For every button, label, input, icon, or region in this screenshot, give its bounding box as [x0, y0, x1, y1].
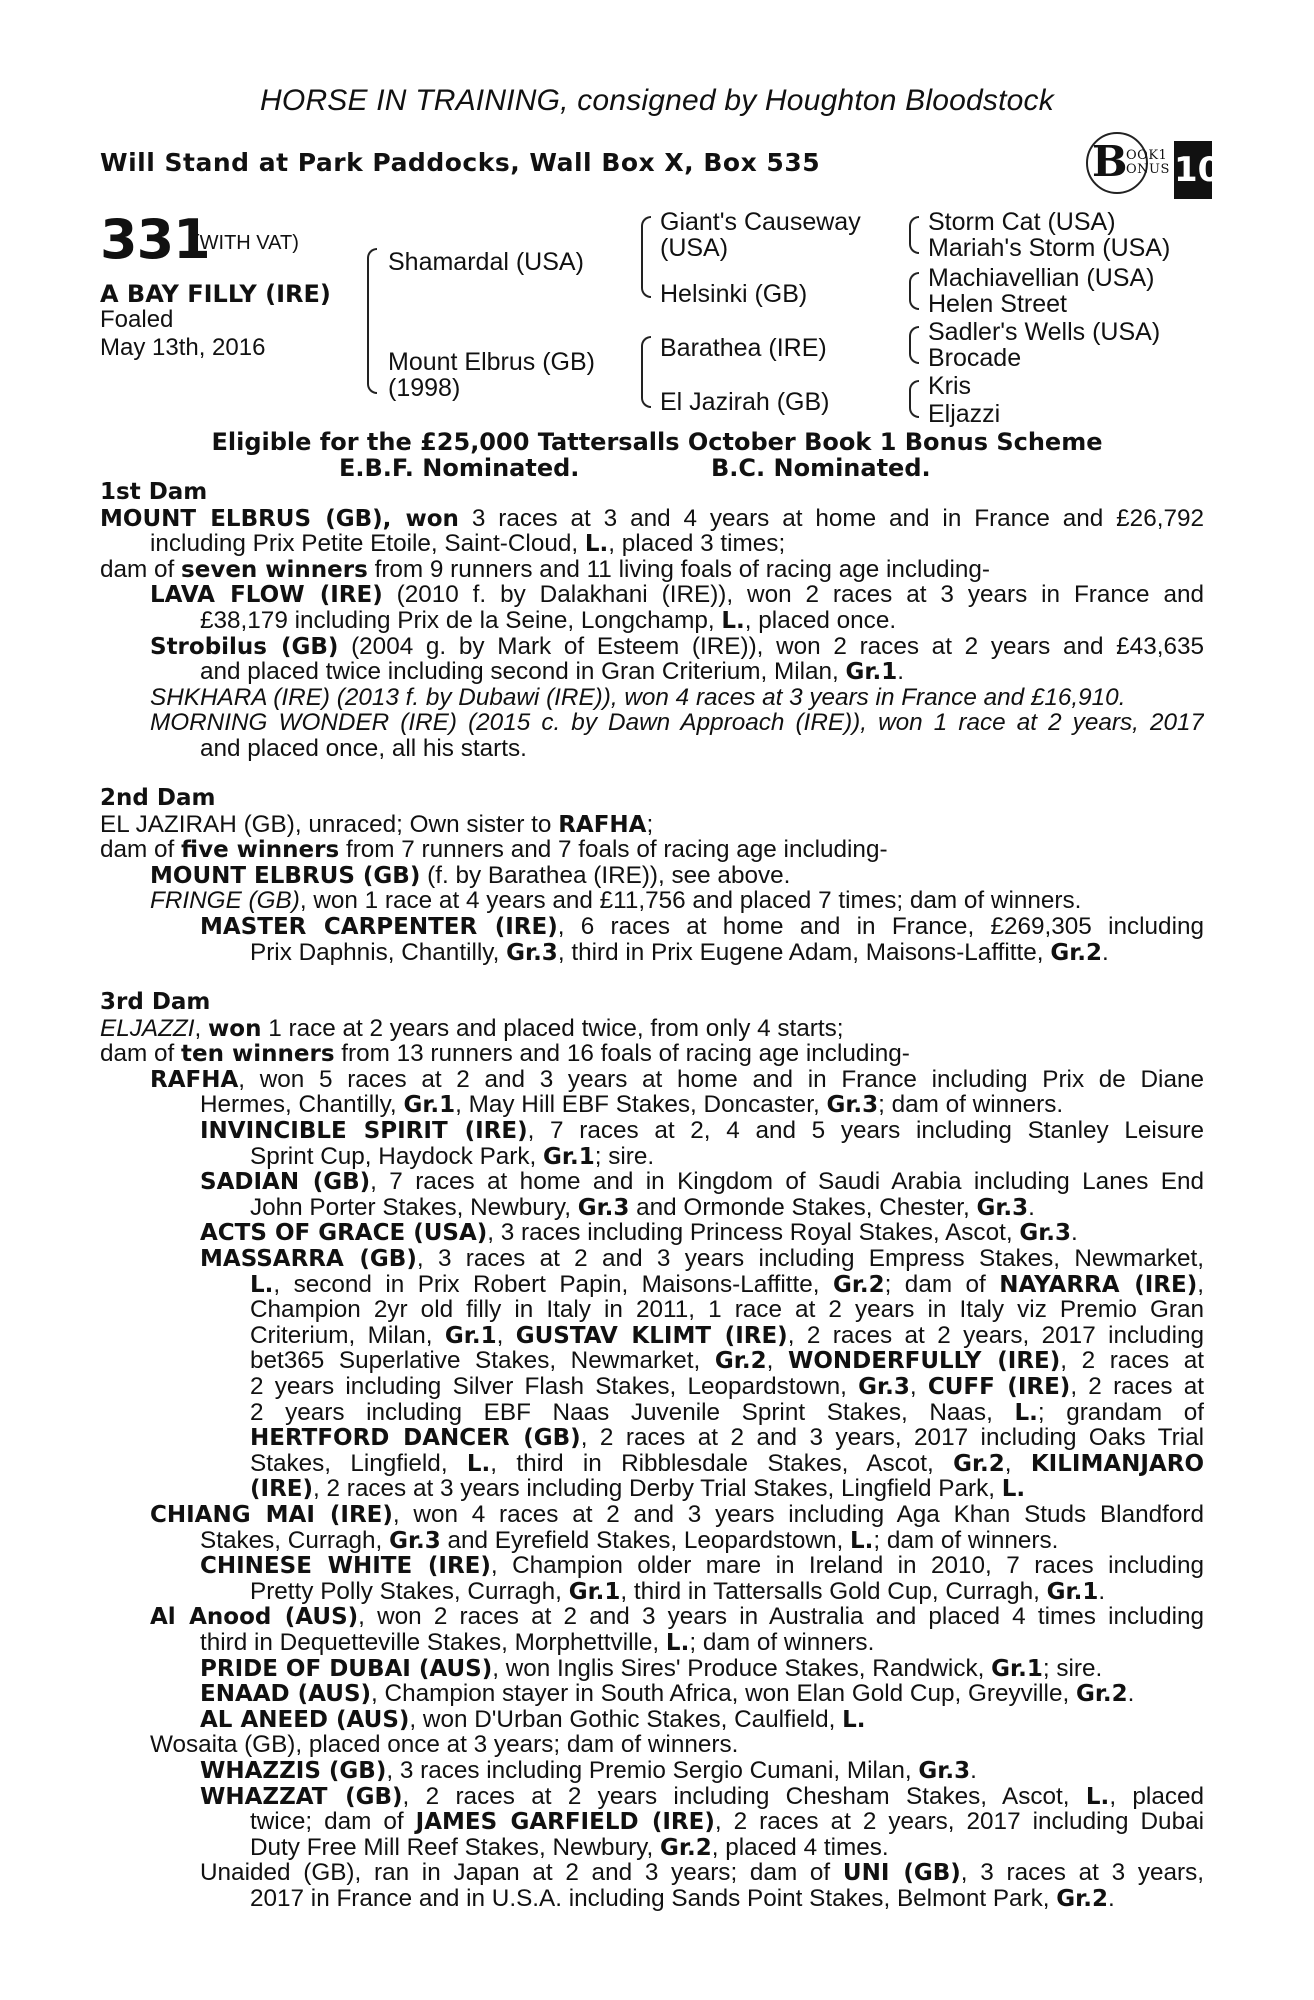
- third-dam-line: bet365 Superlative Stakes, Newmarket, Gr.2, WONDERFULLY (IRE), 2 races at: [250, 1348, 1204, 1375]
- badge-line2: ONUS: [1126, 162, 1170, 177]
- third-dam-line: Champion 2yr old filly in Italy in 2011, 1 race at 2 years in Italy viz Premio Gran: [250, 1297, 1204, 1324]
- foaled-label: Foaled: [100, 306, 174, 333]
- pedigree-g3: Machiavellian (USA): [928, 264, 1155, 292]
- second-dam-line: MOUNT ELBRUS (GB) (f. by Barathea (IRE)), see above.: [150, 861, 791, 889]
- book1-bonus-logo: [1086, 119, 1226, 200]
- pedigree-sire-sire-country: (USA): [660, 234, 729, 262]
- third-dam-line: Wosaita (GB), placed once at 3 years; dam of winners.: [150, 1731, 739, 1759]
- pedigree-dam-sire: Barathea (IRE): [660, 334, 827, 362]
- third-dam-line: Sprint Cup, Haydock Park, Gr.1; sire.: [250, 1142, 655, 1170]
- third-dam-heading: 3rd Dam: [100, 989, 211, 1015]
- pedigree-brace-g56: [909, 326, 919, 364]
- ebf-nominated: E.B.F. Nominated.: [339, 454, 580, 482]
- third-dam-line: L., second in Prix Robert Papin, Maisons-Laffitte, Gr.2; dam of NAYARRA (IRE),: [250, 1271, 1204, 1298]
- pedigree-sire-dam: Helsinki (GB): [660, 280, 808, 308]
- third-dam-line: Criterium, Milan, Gr.1, GUSTAV KLIMT (IRE), 2 races at 2 years, 2017 including: [250, 1322, 1204, 1349]
- third-dam-line: dam of ten winners from 13 runners and 16 foals of racing age including-: [100, 1040, 910, 1068]
- first-dam-line: including Prix Petite Etoile, Saint-Cloud, L., placed 3 times;: [150, 530, 786, 558]
- third-dam-line: WHAZZAT (GB), 2 races at 2 years including Chesham Stakes, Ascot, L., placed: [200, 1783, 1204, 1810]
- badge-plus: +: [1176, 119, 1190, 138]
- badge-box-text: 10: [1174, 150, 1222, 190]
- vat-note: (WITH VAT): [193, 232, 299, 254]
- pedigree-sire-sire: Giant's Causeway: [660, 208, 861, 236]
- pedigree-brace-main: [367, 248, 377, 394]
- third-dam-line: Duty Free Mill Reef Stakes, Newbury, Gr.2, placed 4 times.: [250, 1833, 889, 1861]
- pedigree-brace-g12: [909, 216, 919, 254]
- first-dam-line: SHKHARA (IRE) (2013 f. by Dubawi (IRE)), won 4 races at 3 years in France and £16,910.: [150, 683, 1126, 711]
- horse-name: A BAY FILLY (IRE): [100, 280, 331, 308]
- lot-number: 331: [100, 208, 210, 271]
- second-dam-line: EL JAZIRAH (GB), unraced; Own sister to RAFHA;: [100, 810, 654, 838]
- third-dam-line: WHAZZIS (GB), 3 races including Premio Sergio Cumani, Milan, Gr.3.: [200, 1757, 977, 1784]
- second-dam-heading: 2nd Dam: [100, 785, 216, 811]
- pedigree-sire: Shamardal (USA): [388, 248, 584, 276]
- third-dam-line: MASSARRA (GB), 3 races at 2 and 3 years including Empress Stakes, Newmarket,: [200, 1246, 1204, 1272]
- pedigree-g7: Kris: [928, 372, 972, 400]
- third-dam-line: Stakes, Curragh, Gr.3 and Eyrefield Stakes, Leopardstown, L.; dam of winners.: [200, 1526, 1059, 1554]
- third-dam-line: ELJAZZI, won 1 race at 2 years and placed twice, from only 4 starts;: [100, 1014, 844, 1042]
- pedigree-g8: Eljazzi: [928, 400, 1001, 428]
- stand-location: Will Stand at Park Paddocks, Wall Box X, Box 535: [100, 148, 821, 177]
- pedigree-brace-sire: [641, 216, 651, 298]
- badge-box: [1174, 119, 1222, 199]
- first-dam-line: LAVA FLOW (IRE) (2010 f. by Dalakhani (IRE)), won 2 races at 3 years in France and: [150, 582, 1204, 609]
- first-dam-line: dam of seven winners from 9 runners and 11 living foals of racing age including-: [100, 555, 990, 583]
- pedigree-dam: Mount Elbrus (GB): [388, 348, 596, 376]
- third-dam-line: ACTS OF GRACE (USA), 3 races including Princess Royal Stakes, Ascot, Gr.3.: [200, 1219, 1078, 1247]
- third-dam-line: Al Anood (AUS), won 2 races at 2 and 3 years in Australia and placed 4 times including: [150, 1604, 1204, 1631]
- third-dam-line: 2 years including EBF Naas Juvenile Sprint Stakes, Naas, L.; grandam of: [250, 1399, 1204, 1426]
- second-dam-line: Prix Daphnis, Chantilly, Gr.3, third in Prix Eugene Adam, Maisons-Laffitte, Gr.2.: [250, 938, 1109, 966]
- bonus-eligibility: Eligible for the £25,000 Tattersalls October Book 1 Bonus Scheme: [211, 428, 1103, 456]
- third-dam-line: (IRE), 2 races at 3 years including Derby Trial Stakes, Lingfield Park, L.: [250, 1475, 1026, 1503]
- second-dam-line: MASTER CARPENTER (IRE), 6 races at home and in France, £269,305 including: [200, 914, 1204, 940]
- first-dam-line: Strobilus (GB) (2004 g. by Mark of Esteem (IRE)), won 2 races at 2 years and £43,635: [150, 633, 1204, 660]
- pedigree-g1: Storm Cat (USA): [928, 208, 1116, 236]
- third-dam-line: HERTFORD DANCER (GB), 2 races at 2 and 3 years, 2017 including Oaks Trial: [250, 1425, 1204, 1452]
- second-dam-line: FRINGE (GB), won 1 race at 4 years and £11,756 and placed 7 times; dam of winners.: [150, 887, 1082, 915]
- pedigree-brace-dam: [641, 336, 651, 408]
- pedigree-g6: Brocade: [928, 344, 1022, 372]
- third-dam-line: Hermes, Chantilly, Gr.1, May Hill EBF Stakes, Doncaster, Gr.3; dam of winners.: [200, 1091, 1064, 1119]
- third-dam-line: CHIANG MAI (IRE), won 4 races at 2 and 3 years including Aga Khan Studs Blandford: [150, 1502, 1204, 1528]
- bc-nominated: B.C. Nominated.: [711, 454, 931, 482]
- badge-line1: OOK1: [1126, 148, 1168, 163]
- third-dam-line: SADIAN (GB), 7 races at home and in Kingdom of Saudi Arabia including Lanes End: [200, 1169, 1204, 1196]
- pedigree-dam-dam: El Jazirah (GB): [660, 388, 830, 416]
- first-dam-line: and placed once, all his starts.: [200, 735, 527, 762]
- pedigree-brace-g78: [909, 380, 919, 418]
- pedigree-brace-g34: [909, 272, 919, 310]
- third-dam-line: Stakes, Lingfield, L., third in Ribblesdale Stakes, Ascot, Gr.2, KILIMANJARO: [250, 1450, 1204, 1477]
- third-dam-line: 2017 in France and in U.S.A. including Sands Point Stakes, Belmont Park, Gr.2.: [250, 1885, 1115, 1912]
- second-dam-line: dam of five winners from 7 runners and 7 foals of racing age including-: [100, 836, 888, 864]
- pedigree-g5: Sadler's Wells (USA): [928, 318, 1161, 346]
- first-dam-line: £38,179 including Prix de la Seine, Longchamp, L., placed once.: [200, 607, 897, 634]
- pedigree-dam-year: (1998): [388, 374, 461, 402]
- third-dam-line: ENAAD (AUS), Champion stayer in South Africa, won Elan Gold Cup, Greyville, Gr.2.: [200, 1680, 1135, 1708]
- third-dam-line: twice; dam of JAMES GARFIELD (IRE), 2 races at 2 years, 2017 including Dubai: [250, 1809, 1204, 1836]
- third-dam-line: PRIDE OF DUBAI (AUS), won Inglis Sires' Produce Stakes, Randwick, Gr.1; sire.: [200, 1654, 1103, 1682]
- catalogue-title: HORSE IN TRAINING, consigned by Houghton Bloodstock: [260, 84, 1054, 117]
- first-dam-heading: 1st Dam: [100, 479, 208, 505]
- foaled-date: May 13th, 2016: [100, 334, 266, 361]
- third-dam-line: AL ANEED (AUS), won D'Urban Gothic Stakes, Caulfield, L.: [200, 1705, 866, 1733]
- third-dam-line: third in Dequetteville Stakes, Morphettville, L.; dam of winners.: [200, 1629, 875, 1656]
- third-dam-line: RAFHA, won 5 races at 2 and 3 years at home and in France including Prix de Diane: [150, 1066, 1204, 1093]
- third-dam-line: 2 years including Silver Flash Stakes, Leopardstown, Gr.3, CUFF (IRE), 2 races at: [250, 1374, 1204, 1400]
- badge-letter: B: [1092, 137, 1128, 186]
- pedigree-g4: Helen Street: [928, 290, 1067, 318]
- third-dam-line: CHINESE WHITE (IRE), Champion older mare in Ireland in 2010, 7 races including: [200, 1553, 1204, 1580]
- third-dam-line: Unaided (GB), ran in Japan at 2 and 3 years; dam of UNI (GB), 3 races at 3 years,: [200, 1860, 1204, 1887]
- third-dam-line: John Porter Stakes, Newbury, Gr.3 and Ormonde Stakes, Chester, Gr.3.: [250, 1193, 1035, 1221]
- first-dam-line: MOUNT ELBRUS (GB), won 3 races at 3 and 4 years at home and in France and £26,792: [100, 505, 1204, 532]
- third-dam-line: INVINCIBLE SPIRIT (IRE), 7 races at 2, 4 and 5 years including Stanley Leisure: [200, 1118, 1204, 1144]
- third-dam-line: Pretty Polly Stakes, Curragh, Gr.1, third in Tattersalls Gold Cup, Curragh, Gr.1.: [250, 1577, 1106, 1605]
- first-dam-line: MORNING WONDER (IRE) (2015 c. by Dawn Approach (IRE)), won 1 race at 2 years, 2017: [150, 710, 1204, 737]
- first-dam-line: and placed twice including second in Gran Criterium, Milan, Gr.1.: [200, 658, 904, 686]
- pedigree-g2: Mariah's Storm (USA): [928, 234, 1171, 262]
